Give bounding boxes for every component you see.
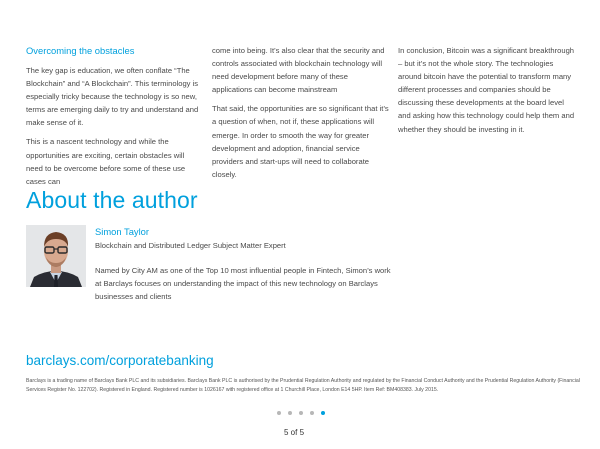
corporate-banking-link[interactable]: barclays.com/corporatebanking: [26, 353, 214, 368]
column-3: [398, 44, 578, 142]
paragraph: come into being. It’s also clear that the security and controls associated with blockchain technology will need development before many of these applications can become mainstream: [212, 46, 385, 95]
page-dot-2[interactable]: [288, 411, 292, 415]
paragraph: The key gap is education, we often conflate “The Blockchain” and “A Blockchain”. This terminology is especially tricky because the technology is so new, terms are emerging daily to try and understand and make sense of it.: [26, 66, 199, 128]
author-photo: [26, 225, 86, 287]
page-dot-5-active[interactable]: [321, 411, 325, 415]
page-dot-3[interactable]: [299, 411, 303, 415]
author-role: Blockchain and Distributed Ledger Subject Matter Expert: [95, 241, 286, 250]
paragraph: In conclusion, Bitcoin was a significant breakthrough – but it’s not the whole story. The technologies around bitcoin have the potential to transform many different processes and companies should be discussing these developments at the board level and asking how this technology could help them and whether they should be investing in it.: [398, 46, 575, 134]
author-bio: Named by City AM as one of the Top 10 most influential people in Fintech, Simon’s work at Barclays focuses on understanding the impact of this new technology on Barclays businesses and clients: [95, 266, 391, 302]
paragraph: That said, the opportunities are so significant that it’s a question of when, not if, these applications will emerge. In order to smooth the way for greater development and adoption, financial service providers and start-ups will need to collaborate closely.: [212, 104, 389, 179]
page-dot-4[interactable]: [310, 411, 314, 415]
page-number: 5 of 5: [284, 428, 305, 437]
column-2: [212, 44, 390, 187]
about-author-title: About the author: [26, 187, 198, 213]
page-indicator: [277, 411, 325, 415]
legal-disclaimer: Barclays is a trading name of Barclays Bank PLC and its subsidiaries. Barclays Bank PLC is authorised by the Prudential Regulation Authority and regulated by the Financial Conduct Authority and the Prudential Regulation Authority (Financial Services Register No. 122702). Registered in England. Registered number is 1026167 with registered office at 1 Churchill Place, London E14 5HP. Item Ref: BM408383. July 2015.: [26, 378, 580, 393]
page-dot-1[interactable]: [277, 411, 281, 415]
section-heading: Overcoming the obstacles: [26, 45, 135, 56]
person-portrait-icon: [26, 225, 86, 287]
column-1: [26, 44, 202, 194]
author-name: Simon Taylor: [95, 226, 150, 237]
paragraph: This is a nascent technology and while the opportunities are exciting, certain obstacles will need to be overcome before some of these use cases can: [26, 137, 186, 186]
